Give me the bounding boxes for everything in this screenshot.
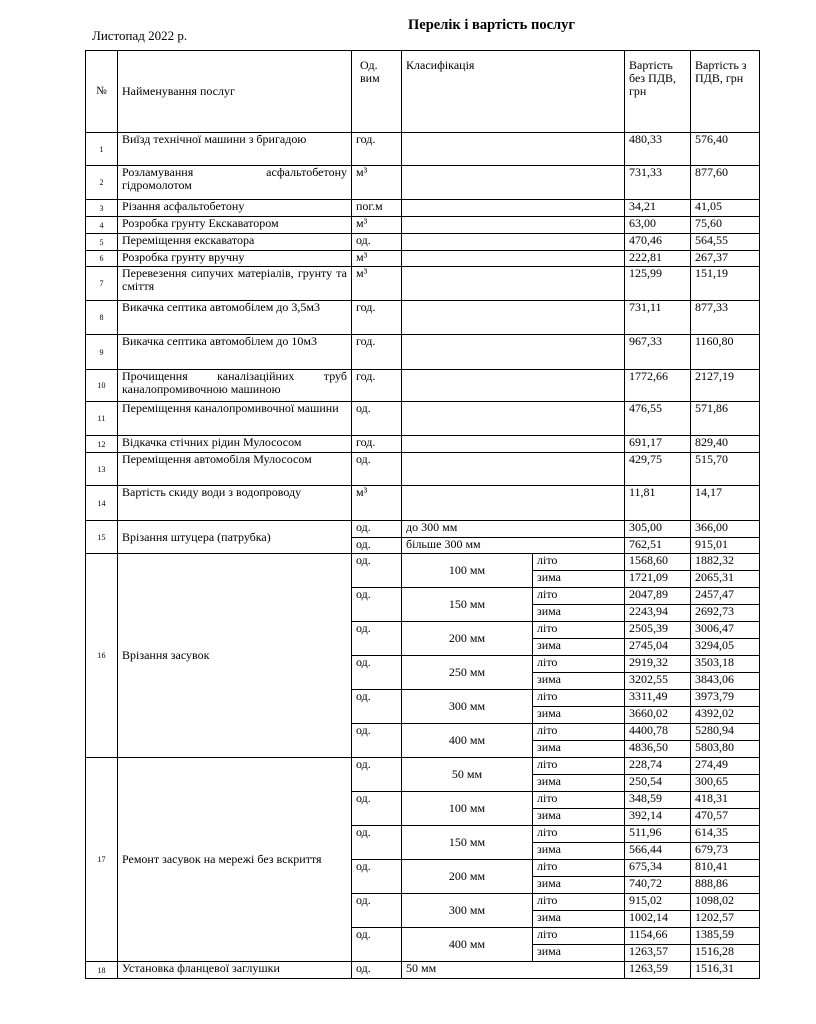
price-vat-cell: 877,33	[691, 301, 760, 335]
classification-cell	[402, 217, 625, 234]
price-cell: 675,34	[625, 860, 691, 877]
price-cell: 691,17	[625, 436, 691, 453]
size-cell: 150 мм	[402, 826, 533, 860]
unit-cell: од.	[352, 234, 402, 251]
size-cell: 200 мм	[402, 622, 533, 656]
size-cell: 300 мм	[402, 690, 533, 724]
unit-cell: од.	[352, 588, 402, 622]
table-row	[86, 521, 760, 538]
table-row	[86, 166, 760, 200]
header-price-vat: Вартість з ПДВ, грн	[691, 51, 760, 133]
price-cell: 34,21	[625, 200, 691, 217]
price-vat-cell: 1385,59	[691, 928, 760, 945]
price-vat-cell: 5280,94	[691, 724, 760, 741]
price-vat-cell: 515,70	[691, 453, 760, 486]
service-name: Вартість скиду води з водопроводу	[118, 486, 352, 521]
unit-cell: пог.м	[352, 200, 402, 217]
price-vat-cell: 877,60	[691, 166, 760, 200]
header-price: Вартість без ПДВ, грн	[625, 51, 691, 133]
price-vat-cell: 1516,31	[691, 962, 760, 979]
classification-cell: 50 мм	[402, 962, 625, 979]
row-number: 3	[86, 200, 118, 217]
price-cell: 429,75	[625, 453, 691, 486]
price-vat-cell: 366,00	[691, 521, 760, 538]
size-cell: 400 мм	[402, 724, 533, 758]
price-vat-cell: 2692,73	[691, 605, 760, 622]
unit-cell: м³	[352, 251, 402, 267]
price-cell: 731,11	[625, 301, 691, 335]
service-name: Переміщення автомобіля Мулососом	[118, 453, 352, 486]
price-cell: 3660,02	[625, 707, 691, 724]
price-cell: 470,46	[625, 234, 691, 251]
price-vat-cell: 810,41	[691, 860, 760, 877]
season-cell: зима	[533, 877, 625, 894]
unit-cell: од.	[352, 826, 402, 860]
price-vat-cell: 418,31	[691, 792, 760, 809]
table-row	[86, 217, 760, 234]
classification-cell	[402, 370, 625, 402]
price-vat-cell: 4392,02	[691, 707, 760, 724]
price-cell: 740,72	[625, 877, 691, 894]
season-cell: літо	[533, 622, 625, 639]
season-cell: літо	[533, 758, 625, 775]
price-cell: 4400,78	[625, 724, 691, 741]
service-name: Викачка септика автомобілем до 10м3	[118, 335, 352, 370]
document-date: Листопад 2022 р.	[92, 28, 188, 43]
row-number: 8	[86, 301, 118, 335]
unit-cell: од.	[352, 402, 402, 436]
classification-cell	[402, 166, 625, 200]
price-vat-cell: 1882,32	[691, 554, 760, 571]
classification-cell: більше 300 мм	[402, 538, 625, 554]
header-name: Найменування послуг	[118, 51, 352, 133]
price-vat-cell: 41,05	[691, 200, 760, 217]
table-row	[86, 554, 760, 571]
price-cell: 1721,09	[625, 571, 691, 588]
season-cell: літо	[533, 860, 625, 877]
price-vat-cell: 3973,79	[691, 690, 760, 707]
price-cell: 63,00	[625, 217, 691, 234]
unit-cell: год.	[352, 133, 402, 166]
classification-cell	[402, 267, 625, 301]
season-cell: зима	[533, 775, 625, 792]
classification-cell	[402, 453, 625, 486]
price-vat-cell: 571,86	[691, 402, 760, 436]
price-vat-cell: 2127,19	[691, 370, 760, 402]
size-cell: 50 мм	[402, 758, 533, 792]
document-title: Перелік і вартість послуг	[408, 17, 575, 33]
price-vat-cell: 1202,57	[691, 911, 760, 928]
unit-cell: год.	[352, 301, 402, 335]
price-vat-cell: 1160,80	[691, 335, 760, 370]
price-cell: 1263,57	[625, 945, 691, 962]
services-price-table	[85, 50, 760, 979]
unit-cell: год.	[352, 335, 402, 370]
season-cell: зима	[533, 809, 625, 826]
service-name: Виїзд технічної машини з бригадою	[118, 133, 352, 166]
price-cell: 967,33	[625, 335, 691, 370]
table-row	[86, 758, 760, 775]
row-number: 4	[86, 217, 118, 234]
price-cell: 2919,32	[625, 656, 691, 673]
classification-cell	[402, 436, 625, 453]
price-vat-cell: 75,60	[691, 217, 760, 234]
price-vat-cell: 2457,47	[691, 588, 760, 605]
row-number: 5	[86, 234, 118, 251]
season-cell: літо	[533, 826, 625, 843]
classification-cell	[402, 234, 625, 251]
season-cell: зима	[533, 911, 625, 928]
price-vat-cell: 151,19	[691, 267, 760, 301]
price-cell: 1002,14	[625, 911, 691, 928]
table-row	[86, 402, 760, 436]
price-cell: 1263,59	[625, 962, 691, 979]
table-row	[86, 251, 760, 267]
price-vat-cell: 1098,02	[691, 894, 760, 911]
price-vat-cell: 564,55	[691, 234, 760, 251]
unit-cell: од.	[352, 758, 402, 792]
season-cell: зима	[533, 639, 625, 656]
table-row	[86, 436, 760, 453]
service-name: Переміщення каналопромивочної машини	[118, 402, 352, 436]
unit-cell: од.	[352, 622, 402, 656]
price-vat-cell: 3006,47	[691, 622, 760, 639]
table-row	[86, 267, 760, 301]
price-vat-cell: 274,49	[691, 758, 760, 775]
price-cell: 3311,49	[625, 690, 691, 707]
price-vat-cell: 915,01	[691, 538, 760, 554]
service-name: Установка фланцевої заглушки	[118, 962, 352, 979]
season-cell: літо	[533, 724, 625, 741]
classification-cell	[402, 251, 625, 267]
unit-cell: год.	[352, 436, 402, 453]
unit-cell: од.	[352, 554, 402, 588]
row-number: 1	[86, 133, 118, 166]
season-cell: зима	[533, 673, 625, 690]
season-cell: літо	[533, 656, 625, 673]
unit-cell: од.	[352, 860, 402, 894]
service-name: Прочищення каналізаційних труб каналопромивочною машиною	[118, 370, 352, 402]
classification-cell	[402, 402, 625, 436]
service-name: Врізання штуцера (патрубка)	[118, 521, 352, 554]
price-vat-cell: 470,57	[691, 809, 760, 826]
size-cell: 200 мм	[402, 860, 533, 894]
classification-cell	[402, 133, 625, 166]
size-cell: 300 мм	[402, 894, 533, 928]
price-cell: 4836,50	[625, 741, 691, 758]
row-number: 11	[86, 402, 118, 436]
header-classification: Класифікація	[402, 51, 625, 133]
table-row	[86, 335, 760, 370]
price-cell: 476,55	[625, 402, 691, 436]
price-cell: 2505,39	[625, 622, 691, 639]
price-vat-cell: 14,17	[691, 486, 760, 521]
row-number: 6	[86, 251, 118, 267]
service-name: Перевезення сипучих матеріалів, грунту та сміття	[118, 267, 352, 301]
unit-cell: од.	[352, 453, 402, 486]
price-cell: 1772,66	[625, 370, 691, 402]
classification-cell: до 300 мм	[402, 521, 625, 538]
price-vat-cell: 576,40	[691, 133, 760, 166]
price-cell: 3202,55	[625, 673, 691, 690]
season-cell: літо	[533, 894, 625, 911]
table-row	[86, 453, 760, 486]
service-name: Різання асфальтобетону	[118, 200, 352, 217]
price-cell: 511,96	[625, 826, 691, 843]
table-header-row	[86, 51, 760, 133]
season-cell: літо	[533, 928, 625, 945]
row-number: 7	[86, 267, 118, 301]
price-vat-cell: 300,65	[691, 775, 760, 792]
service-name: Врізання засувок	[118, 554, 352, 758]
service-name: Ремонт засувок на мережі без вскриття	[118, 758, 352, 962]
unit-cell: од.	[352, 962, 402, 979]
unit-cell: од.	[352, 792, 402, 826]
header-num: №	[86, 51, 118, 133]
row-number: 18	[86, 962, 118, 979]
table-row	[86, 370, 760, 402]
classification-cell	[402, 200, 625, 217]
table-row	[86, 301, 760, 335]
price-cell: 125,99	[625, 267, 691, 301]
size-cell: 400 мм	[402, 928, 533, 962]
row-number: 13	[86, 453, 118, 486]
season-cell: зима	[533, 741, 625, 758]
unit-cell: од.	[352, 538, 402, 554]
season-cell: зима	[533, 571, 625, 588]
price-vat-cell: 829,40	[691, 436, 760, 453]
price-cell: 392,14	[625, 809, 691, 826]
classification-cell	[402, 301, 625, 335]
classification-cell	[402, 486, 625, 521]
row-number: 14	[86, 486, 118, 521]
unit-cell: од.	[352, 928, 402, 962]
unit-cell: м³	[352, 486, 402, 521]
service-name: Розробка грунту Екскаватором	[118, 217, 352, 234]
table-row	[86, 962, 760, 979]
unit-cell: од.	[352, 656, 402, 690]
table-row	[86, 234, 760, 251]
service-name: Відкачка стічних рідин Мулососом	[118, 436, 352, 453]
size-cell: 100 мм	[402, 554, 533, 588]
unit-cell: год.	[352, 370, 402, 402]
row-number: 17	[86, 758, 118, 962]
price-cell: 566,44	[625, 843, 691, 860]
unit-cell: м³	[352, 267, 402, 301]
price-cell: 222,81	[625, 251, 691, 267]
size-cell: 150 мм	[402, 588, 533, 622]
table-row	[86, 200, 760, 217]
price-vat-cell: 3294,05	[691, 639, 760, 656]
table-row	[86, 133, 760, 166]
service-name: Переміщення екскаватора	[118, 234, 352, 251]
price-vat-cell: 614,35	[691, 826, 760, 843]
season-cell: літо	[533, 554, 625, 571]
price-cell: 11,81	[625, 486, 691, 521]
price-cell: 480,33	[625, 133, 691, 166]
season-cell: літо	[533, 690, 625, 707]
row-number: 16	[86, 554, 118, 758]
season-cell: літо	[533, 792, 625, 809]
price-vat-cell: 267,37	[691, 251, 760, 267]
season-cell: літо	[533, 588, 625, 605]
unit-cell: м³	[352, 166, 402, 200]
price-cell: 731,33	[625, 166, 691, 200]
price-cell: 1568,60	[625, 554, 691, 571]
service-name: Розробка грунту вручну	[118, 251, 352, 267]
row-number: 10	[86, 370, 118, 402]
season-cell: зима	[533, 707, 625, 724]
row-number: 2	[86, 166, 118, 200]
unit-cell: од.	[352, 690, 402, 724]
price-vat-cell: 679,73	[691, 843, 760, 860]
price-vat-cell: 888,86	[691, 877, 760, 894]
service-name: Розламування асфальтобетону гідромолотом	[118, 166, 352, 200]
unit-cell: од.	[352, 724, 402, 758]
unit-cell: од.	[352, 894, 402, 928]
service-name: Викачка септика автомобілем до 3,5м3	[118, 301, 352, 335]
price-vat-cell: 1516,28	[691, 945, 760, 962]
price-cell: 2745,04	[625, 639, 691, 656]
header-unit: Од. вим	[352, 51, 402, 133]
row-number: 9	[86, 335, 118, 370]
season-cell: зима	[533, 945, 625, 962]
price-cell: 762,51	[625, 538, 691, 554]
price-cell: 228,74	[625, 758, 691, 775]
row-number: 12	[86, 436, 118, 453]
season-cell: зима	[533, 605, 625, 622]
price-cell: 1154,66	[625, 928, 691, 945]
size-cell: 100 мм	[402, 792, 533, 826]
price-vat-cell: 3843,06	[691, 673, 760, 690]
price-cell: 348,59	[625, 792, 691, 809]
price-cell: 2047,89	[625, 588, 691, 605]
price-cell: 250,54	[625, 775, 691, 792]
table-row	[86, 486, 760, 521]
season-cell: зима	[533, 843, 625, 860]
price-vat-cell: 5803,80	[691, 741, 760, 758]
row-number: 15	[86, 521, 118, 554]
size-cell: 250 мм	[402, 656, 533, 690]
unit-cell: м³	[352, 217, 402, 234]
unit-cell: од.	[352, 521, 402, 538]
price-vat-cell: 3503,18	[691, 656, 760, 673]
price-cell: 915,02	[625, 894, 691, 911]
price-cell: 2243,94	[625, 605, 691, 622]
classification-cell	[402, 335, 625, 370]
price-vat-cell: 2065,31	[691, 571, 760, 588]
price-cell: 305,00	[625, 521, 691, 538]
